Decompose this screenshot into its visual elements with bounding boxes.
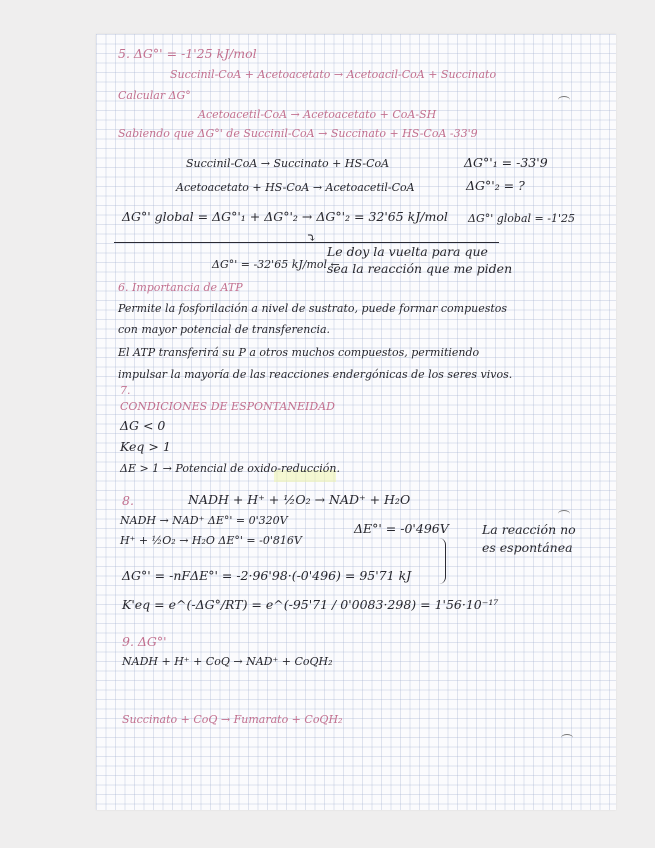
section-6-header: 6. Importancia de ATP <box>118 281 243 294</box>
conditions-heading: CONDICIONES DE ESPONTANEIDAD <box>120 400 335 413</box>
text-line: sea la reacción que me piden <box>327 261 513 276</box>
equation-line: ΔG°' = -32'65 kJ/mol ← <box>212 258 340 271</box>
text-line: El ATP transferirá su P a otros muchos compuestos, permitiendo <box>118 346 480 359</box>
reaction-line: NADH + H⁺ + ½O₂ → NAD⁺ + H₂O <box>188 492 411 507</box>
reaction-line: Acetoacetato + HS-CoA → Acetoacetil-CoA <box>176 181 415 194</box>
equation-line: ΔG°' = -nFΔE°' = -2·96'98·(-0'496) = 95'71 kJ <box>122 568 412 583</box>
reaction-line: Succinil-CoA + Acetoacetato → Acetoacil-CoA + Succinato <box>170 68 497 81</box>
text-line: con mayor potencial de transferencia. <box>118 323 331 336</box>
ring-mark <box>558 510 570 518</box>
equation-line: K'eq = e^(-ΔG°/RT) = e^(-95'71 / 0'0083·298) = 1'56·10⁻¹⁷ <box>122 597 499 612</box>
reaction-line: Acetoacetil-CoA → Acetoacetato + CoA-SH <box>198 108 437 121</box>
condition-line: Keq > 1 <box>120 439 171 454</box>
notebook-page <box>96 34 616 810</box>
section-9-header: 9. ΔG°' <box>122 634 167 649</box>
equation-line: ΔG°'₂ = ? <box>466 178 525 193</box>
condition-line: ΔG < 0 <box>120 418 166 433</box>
text-line: impulsar la mayoría de las reacciones endergónicas de los seres vivos. <box>118 368 513 381</box>
section-5-header: 5. ΔG°' = -1'25 kJ/mol <box>118 46 257 61</box>
ring-mark <box>561 734 573 742</box>
text-line: es espontánea <box>482 540 573 555</box>
reaction-line: NADH + H⁺ + CoQ → NAD⁺ + CoQH₂ <box>122 655 333 668</box>
equation-line: H⁺ + ½O₂ → H₂O ΔE°' = -0'816V <box>120 534 302 547</box>
arrow-mark: ⤵ <box>306 230 317 245</box>
text-line: Le doy la vuelta para que <box>327 244 488 259</box>
text-line: Sabiendo que ΔG°' de Succinil-CoA → Succinato + HS-CoA -33'9 <box>118 127 478 140</box>
equation-line: ΔG°' global = ΔG°'₁ + ΔG°'₂ → ΔG°'₂ = 32'65 kJ/mol <box>122 209 448 224</box>
equation-line: NADH → NAD⁺ ΔE°' = 0'320V <box>120 514 288 527</box>
reaction-line: Succinil-CoA → Succinato + HS-CoA <box>186 157 390 170</box>
condition-line: ΔE > 1 → Potencial de oxido-reducción. <box>120 462 340 475</box>
reaction-line: Succinato + CoQ → Fumarato + CoQH₂ <box>122 713 343 726</box>
text-line: La reacción no <box>482 522 576 537</box>
equation-line: ΔE°' = -0'496V <box>354 521 449 536</box>
equation-line: ΔG°'₁ = -33'9 <box>464 155 548 170</box>
curly-brace <box>439 538 446 584</box>
section-7-header: 7. <box>120 384 131 397</box>
equation-line: ΔG°' global = -1'25 <box>468 212 575 225</box>
ring-mark <box>558 96 570 104</box>
text-line: Permite la fosforilación a nivel de sustrato, puede formar compuestos <box>118 302 508 315</box>
section-8-header: 8. <box>122 493 134 508</box>
text-line: Calcular ΔG° <box>118 89 191 102</box>
